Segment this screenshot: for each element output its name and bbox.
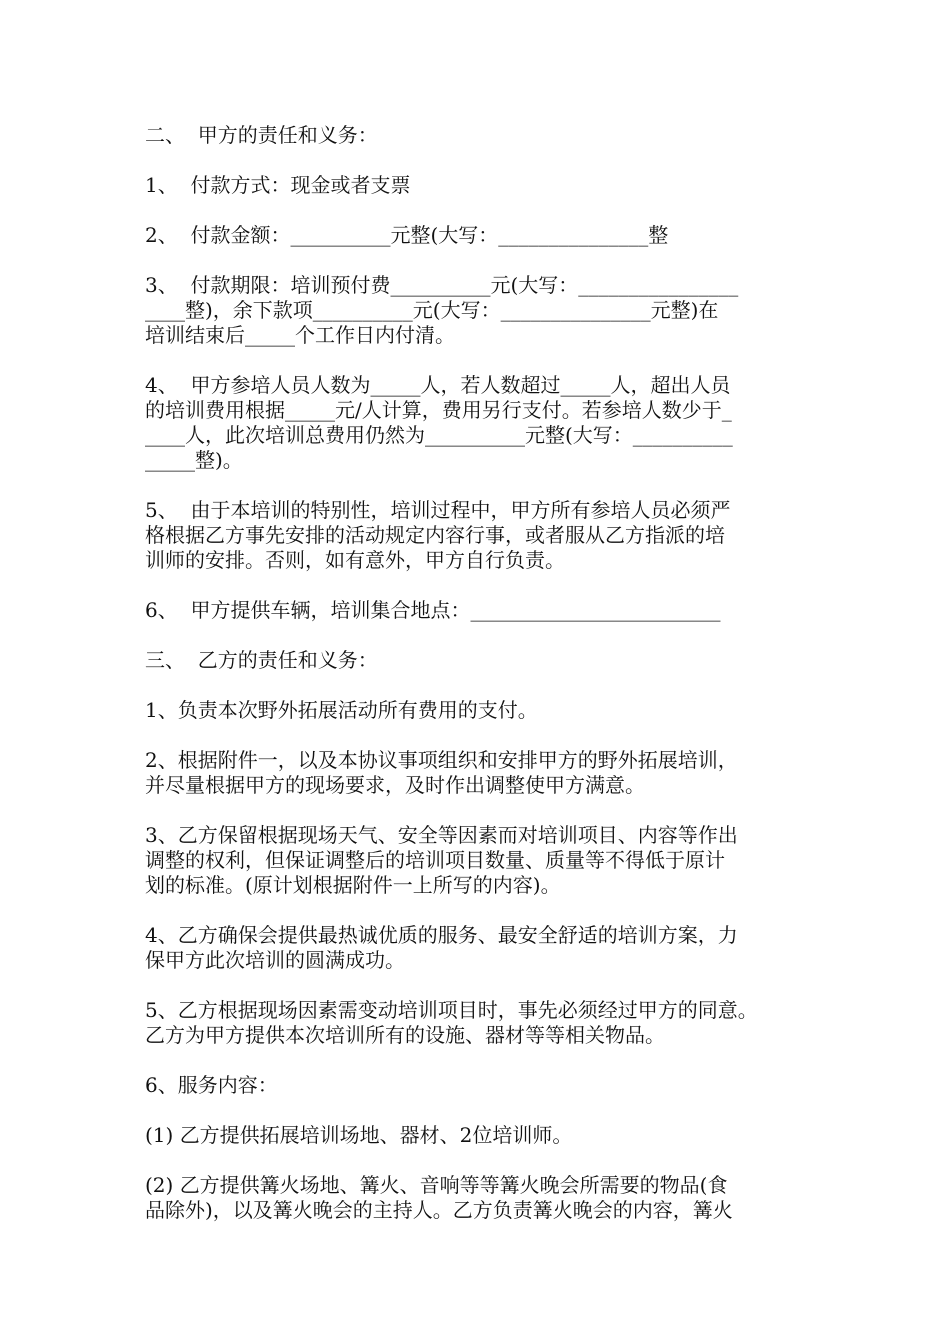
- paragraph-line: 5、乙方根据现场因素需变动培训项目时，事先必须经过甲方的同意。: [145, 998, 758, 1022]
- paragraph-line: 二、 甲方的责任和义务：: [145, 123, 378, 147]
- paragraph-p7: [145, 598, 825, 623]
- paragraph-line: 划的标准。(原计划根据附件一上所写的内容)。: [145, 873, 561, 897]
- paragraph-line: ____人，此次培训总费用仍然为__________元整(大写：__________: [145, 423, 733, 447]
- paragraph-p10: [145, 748, 825, 798]
- paragraph-line: 训师的安排。否则，如有意外，甲方自行负责。: [145, 548, 565, 572]
- paragraph-line: 6、服务内容：: [145, 1073, 278, 1097]
- paragraph-line: 乙方为甲方提供本次培训所有的设施、器材等等相关物品。: [145, 1023, 665, 1047]
- paragraph-line: 培训结束后_____个工作日内付清。: [145, 323, 455, 347]
- paragraph-line: 格根据乙方事先安排的活动规定内容行事，或者服从乙方指派的培: [145, 523, 725, 547]
- paragraph-p1: [145, 123, 825, 148]
- paragraph-line: 1、 付款方式：现金或者支票: [145, 173, 411, 197]
- paragraph-line: 4、乙方确保会提供最热诚优质的服务、最安全舒适的培训方案，力: [145, 923, 738, 947]
- paragraph-line: 的培训费用根据_____元/人计算，费用另行支付。若参培人数少于_: [145, 398, 732, 422]
- paragraph-p14: [145, 1073, 825, 1098]
- paragraph-line: 2、 付款金额：__________元整(大写：_______________整: [145, 223, 669, 247]
- paragraph-p16: [145, 1173, 825, 1223]
- paragraph-p2: [145, 173, 825, 198]
- paragraph-p12: [145, 923, 825, 973]
- paragraph-p4: [145, 273, 825, 348]
- paragraph-line: _____整)。: [145, 448, 243, 472]
- paragraph-p15: [145, 1123, 825, 1148]
- paragraph-line: 3、 付款期限：培训预付费__________元(大写：________________: [145, 273, 739, 297]
- paragraph-line: 2、根据附件一，以及本协议事项组织和安排甲方的野外拓展培训，: [145, 748, 738, 772]
- paragraph-p8: [145, 648, 825, 673]
- paragraph-p9: [145, 698, 825, 723]
- paragraph-line: 三、 乙方的责任和义务：: [145, 648, 378, 672]
- paragraph-line: (2) 乙方提供篝火场地、篝火、音响等等篝火晚会所需要的物品(食: [145, 1173, 728, 1197]
- paragraph-line: 并尽量根据甲方的现场要求，及时作出调整使甲方满意。: [145, 773, 645, 797]
- paragraph-p13: [145, 998, 825, 1048]
- paragraph-line: 4、 甲方参培人员人数为_____人，若人数超过_____人，超出人员: [145, 373, 731, 397]
- paragraph-line: 保甲方此次培训的圆满成功。: [145, 948, 405, 972]
- paragraph-line: 1、负责本次野外拓展活动所有费用的支付。: [145, 698, 538, 722]
- paragraph-line: 3、乙方保留根据现场天气、安全等因素而对培训项目、内容等作出: [145, 823, 738, 847]
- paragraph-line: 调整的权利，但保证调整后的培训项目数量、质量等不得低于原计: [145, 848, 725, 872]
- paragraph-line: 6、 甲方提供车辆，培训集合地点：_________________________: [145, 598, 721, 622]
- paragraph-line: ____整)，余下款项__________元(大写：_______________元整)在: [145, 298, 719, 322]
- paragraph-line: 5、 由于本培训的特别性，培训过程中，甲方所有参培人员必须严: [145, 498, 731, 522]
- paragraph-p11: [145, 823, 825, 898]
- paragraph-line: (1) 乙方提供拓展培训场地、器材、2位培训师。: [145, 1123, 573, 1147]
- document-body: [145, 123, 825, 1248]
- paragraph-p5: [145, 373, 825, 473]
- paragraph-line: 品除外)，以及篝火晚会的主持人。乙方负责篝火晚会的内容，篝火: [145, 1198, 733, 1222]
- paragraph-p6: [145, 498, 825, 573]
- paragraph-p3: [145, 223, 825, 248]
